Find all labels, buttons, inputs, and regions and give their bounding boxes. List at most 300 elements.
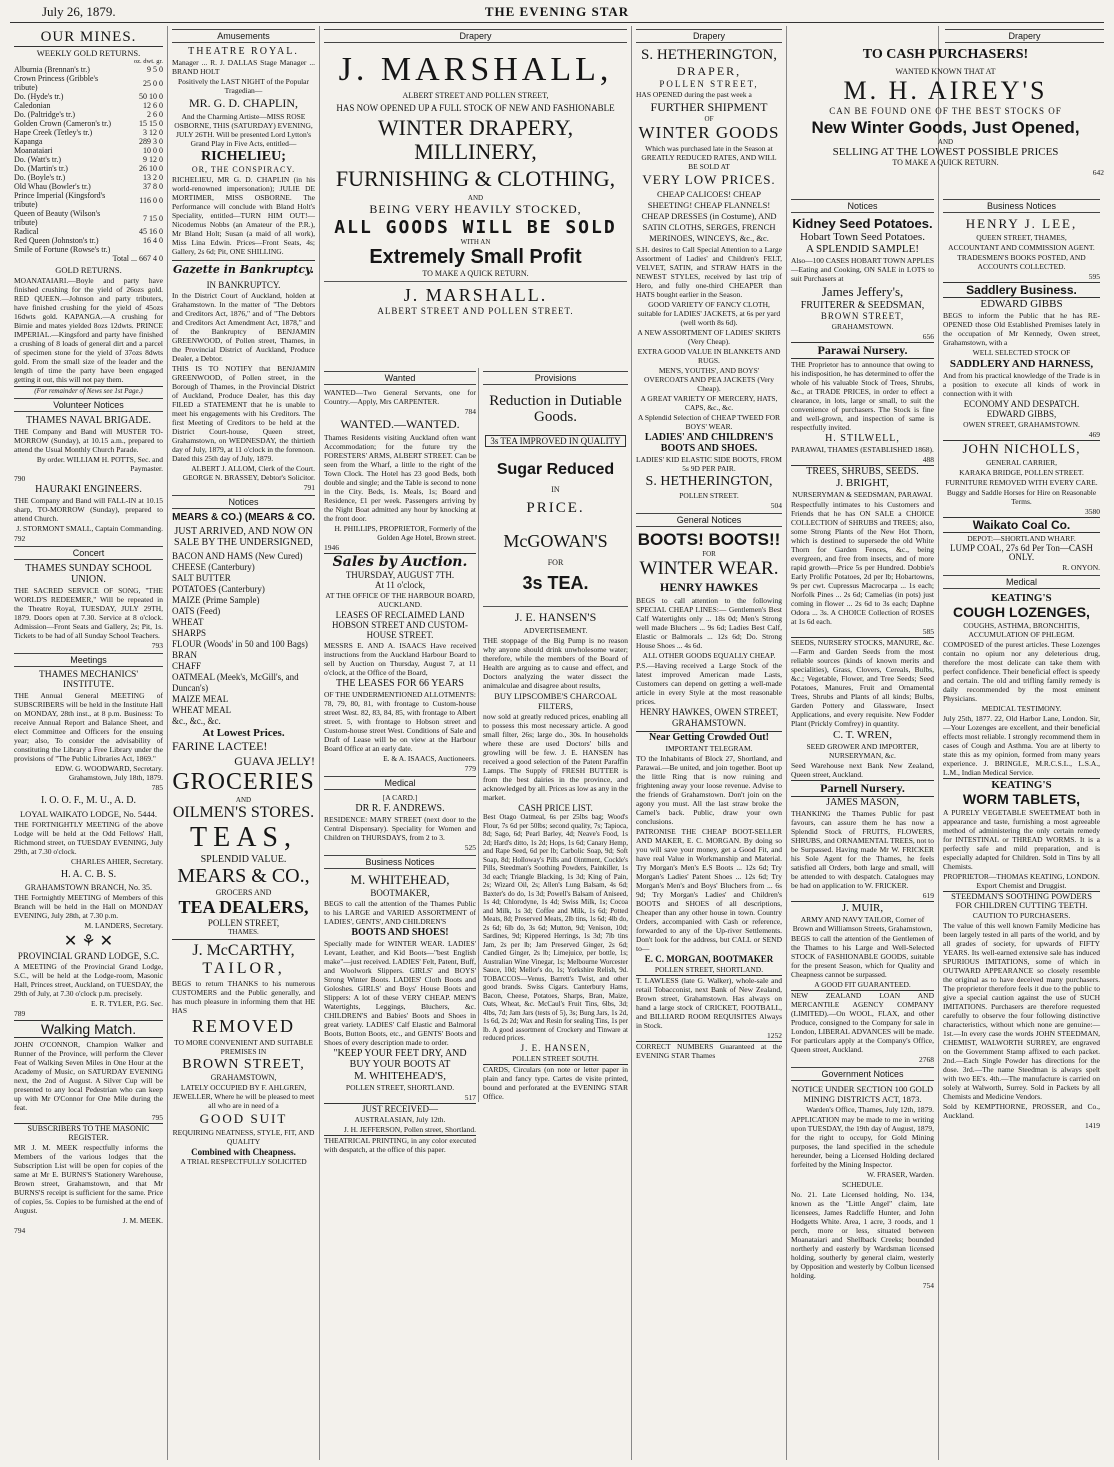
gibbs-address: OWEN STREET, GRAHAMSTOWN. bbox=[963, 420, 1080, 429]
boots-boots: BOOTS! BOOTS!! bbox=[637, 530, 781, 549]
apples-text: Also—100 CASES HOBART TOWN APPLES—Eating and Cooking, ON SALE in LOTS to suit Purchasers at bbox=[791, 256, 934, 283]
hauraki-num: 792 bbox=[14, 534, 26, 543]
heavily-stocked: BEING VERY HEAVILY STOCKED, bbox=[369, 202, 582, 216]
bankruptcy-title: IN BANKRUPTCY. bbox=[206, 280, 281, 290]
overcoats: MEN'S, YOUTHS', AND BOYS' OVERCOATS AND PEA JACKETS (Very Cheap). bbox=[643, 366, 774, 393]
grand-lodge-sign: E. R. TYLER, P.G. Sec. bbox=[91, 999, 163, 1008]
lump-coal: LUMP COAL, 27s 6d Per Ton—CASH ONLY. bbox=[950, 543, 1093, 562]
subscribers-sign: J. M. MEEK. bbox=[122, 1216, 163, 1225]
keep-feet-dry: "KEEP YOUR FEET DRY, AND BUY YOUR BOOTS AT bbox=[333, 1048, 467, 1070]
hansen-text-2: now sold at greatly reduced prices, enabling all to possess this most necessary article. A good small filter, 26s; large do., 30s. In households where these are used Doctors' bills and growling will be few. J. E. HANSEN has received a good selection of the Patent Paraffin Lamps. The Supply of FRESH BUTTER is from the best dairies in the province, and acknowledged by all. Prices as low as any in the market. bbox=[483, 712, 628, 802]
whitehead-heading: M. WHITEHEAD, bbox=[350, 872, 450, 887]
parnell-nursery: Parnell Nursery. bbox=[791, 780, 934, 797]
mine-row bbox=[14, 146, 163, 155]
wanted-servants: WANTED—Two General Servants, one for Country.—Apply, Mrs CARPENTER. bbox=[324, 388, 476, 406]
hetherington-street: POLLEN STREET, bbox=[659, 79, 759, 89]
mine-row bbox=[14, 182, 163, 191]
caution-heading: CAUTION TO PURCHASERS. bbox=[972, 911, 1071, 920]
cards-notice: CARDS, Circulars (on note or letter paper in plain and fancy type. Cartes de visite printed, bound and perforated at the EVENING STAR Office. bbox=[483, 1064, 628, 1101]
new-assortment: A NEW ASSORTMENT OF LADIES' SKIRTS (Very Cheap). bbox=[637, 328, 781, 346]
hetherington-text: HAS OPENED during the past week a bbox=[636, 90, 752, 99]
wren-sub: SEED GROWER AND IMPORTER, NURSERYMAN, &c. bbox=[806, 742, 919, 760]
isaacs-text-2: OF THE UNDERMENTIONED ALLOTMENTS: 78, 79, 80, 81, with frontage to Custom-house street West. 82, 83, 84, 85, with frontage to Albert street. 5, with frontage to Hobson street and Custom-house street West. Conditions of Sale and Draft of Lease will be on view at the Harbour Board Office at an early date. bbox=[324, 690, 476, 753]
mccarthy-text: BEGS to return THANKS to his numerous CUSTOMERS and the Public generally, and has much pleasure in informing them that HE HAS bbox=[172, 979, 315, 1015]
waikato-coal: Waikato Coal Co. bbox=[943, 517, 1100, 533]
leases-66: THE LEASES FOR 66 YEARS bbox=[336, 678, 464, 689]
mine-name: Radical bbox=[14, 227, 39, 236]
mccarthy-heading: J. McCARTHY, bbox=[172, 939, 315, 960]
further-shipment: FURTHER SHIPMENT bbox=[650, 100, 768, 114]
iof-title: I. O. O. F., M. U., A. D. bbox=[40, 795, 137, 806]
hawkes-heading: HENRY HAWKES bbox=[659, 580, 759, 594]
naval-brigade-title: THAMES NAVAL BRIGADE. bbox=[25, 415, 152, 426]
mine-row bbox=[14, 65, 163, 74]
winter-wear: WINTER WEAR. bbox=[639, 558, 779, 579]
medical-header-2: Medical bbox=[943, 575, 1100, 589]
mccarthy-text-2: TO MORE CONVENIENT AND SUITABLE PREMISES IN bbox=[174, 1038, 313, 1056]
weekly-total: Total ... 667 4 0 bbox=[112, 254, 163, 263]
cash-price-list-title: CASH PRICE LIST. bbox=[518, 803, 593, 813]
notices-header-2: Notices bbox=[791, 199, 934, 213]
subscribers-text: MR J. M. MEEK respectfully informs the Members of the various lodges that the Subscription List will be open for copies of the same at Mr E. BURNS'S Stationery Warehouse, Brown street, Grahamstown, and that Mr BURNS'S receipt is sufficient for the same. Price of copies, 5s. Copies to be furnished at the end of August. bbox=[14, 1143, 163, 1215]
morgan-heading: E. C. MORGAN, BOOTMAKER bbox=[644, 954, 774, 964]
walking-match-text: JOHN O'CONNOR, Champion Walker and Runner of the Province, will perform the Clever Feat of Walking Seven Miles in One Hour at the Academy of Music, on SATURDAY EVENING next, the 2nd of August. A Silver Cup will be presented to any local Pedestrian who can keep up with Mr O'Connor for One Mile during the feat. bbox=[14, 1040, 163, 1112]
gibbs-signature: EDWARD GIBBS, bbox=[986, 409, 1057, 419]
concert-text: THE SACRED SERVICE OF SONG, "THE WORLD'S REDEEMER," Will be repeated in the Theatre Royal, TUESDAY, JULY 29TH, 1879. Doors open at 7.30. Service at 8 o'clock. Admission—Front Seats and Gallery, 2s; Pit, 1s. Tickets to be had of all Sunday School Teachers. bbox=[14, 586, 163, 640]
mears-item: BRAN bbox=[172, 650, 198, 660]
trees-shrubs-seeds: TREES, SHRUBS, SEEDS. bbox=[791, 465, 934, 477]
mears-item: POTATOES (Canterbury) bbox=[172, 584, 265, 594]
concert-header: Concert bbox=[14, 546, 163, 560]
trial-solicited: A TRIAL RESPECTFULLY SOLICITED bbox=[180, 1157, 307, 1166]
medical-header: Medical bbox=[324, 776, 476, 790]
gazette-heading: Gazette in Bankruptcy. bbox=[172, 260, 315, 276]
schedule-title: SCHEDULE. bbox=[841, 1180, 884, 1189]
mears-item: OATMEAL (Meek's, McGill's, and Duncan's) bbox=[172, 672, 299, 693]
tea-improved: 3s TEA IMPROVED IN QUALITY bbox=[485, 435, 626, 447]
mears-intro: JUST ARRIVED, AND NOW ON SALE BY THE UNDERSIGNED, bbox=[174, 526, 313, 548]
airey-and: AND bbox=[937, 138, 954, 146]
removed-heading: REMOVED bbox=[192, 1016, 295, 1036]
telegram-title: IMPORTANT TELEGRAM. bbox=[665, 744, 753, 753]
reduction-dutiable: Reduction in Dutiable Goods. bbox=[489, 393, 622, 425]
grand-lodge-num: 789 bbox=[14, 1009, 26, 1018]
hacb-title: H. A. C. B. S. bbox=[60, 869, 117, 880]
mine-row bbox=[14, 236, 163, 245]
charcoal-filters: BUY LIPSCOMBE'S CHARCOAL FILTERS, bbox=[494, 691, 617, 711]
mine-name: Do. (Martin's tr.) bbox=[14, 164, 68, 173]
hauraki-title: HAURAKI ENGINEERS. bbox=[35, 484, 142, 495]
mine-yield: 12 6 0 bbox=[143, 101, 163, 110]
mears-co-heading: MEARS & CO., bbox=[177, 865, 310, 887]
iof-lodge: LOYAL WAIKATO LODGE, No. 5444. bbox=[19, 809, 157, 819]
mears-item: OATS (Feed) bbox=[172, 606, 221, 616]
blankets: EXTRA GOOD VALUE IN BLANKETS AND RUGS. bbox=[637, 347, 781, 365]
mine-row bbox=[14, 155, 163, 164]
whitehead-text-2: Specially made for WINTER WEAR. LADIES' Levant, Leather, and Kid Boots—"best English make"—just received. LADIES' Felt, Patent, Buff, and Woolwork Slippers. GIRLS' and BOYS' Strong Winter Boots. LADIES' Cloth Boots and Goloshes. GIRLS' and Boys' House Boots and Slippers: A lot of these VERY CHEAP. MEN'S Watertights, Leggings, Bluchers, &c. CHILDREN'S and Babies' Boots and Shoes in great variety. LADIES' Calf Elastic and Balmoral Boots, Button Boots, etc., and GENTS' Boots and Shoes of every description made to order. bbox=[324, 939, 476, 1047]
leases-title: LEASES OF RECLAIMED LAND HOBSON STREET AND CUSTOM-HOUSE STREET. bbox=[332, 610, 468, 640]
column-drapery-wide bbox=[320, 26, 632, 1460]
kid-boots: LADIES' KID ELASTIC SIDE BOOTS, FROM 5s 9D PER PAIR. bbox=[636, 455, 782, 473]
steedman-text: The value of this well known Family Medicine has been largely tested in all parts of the world, and by all grades of society, for upwards of FIFTY YEARS. Its well-earned extensive sale has induced SPURIOUS IMITATIONS, some of which in OUTWARD APPEARANCE so closely resemble the original as to have deceived many purchasers. The proprietor therefore feels it due to the public to give a special caution against the use of SUCH IMITATIONS. Purchasers are therefore requested carefully to observe the four following distinctive characteristics, without which none are genuine:— 1st.—In every case the words JOHN STEEDMAN, CHEMIST, WALWORTH SURREY, are engraved on the Government Stamp affixed to each packet. 2nd.—Each Single Powder has directions for the dose. 3rd.—The name Steedman is always spelt with two EE's. 4th.—The manufacture is carried on solely at Walworth, Surrey. Sold in Packets by all Chemists and Medicine Vendors. bbox=[943, 921, 1100, 1101]
mears-item: &c., &c., &c. bbox=[172, 716, 221, 726]
with-an: WITH AN bbox=[460, 238, 491, 246]
mason-name: JAMES MASON, bbox=[826, 797, 899, 808]
cough-list: COUGHS, ASTHMA, BRONCHITIS, ACCUMULATION OF PHLEGM. bbox=[963, 621, 1080, 639]
mine-row bbox=[14, 92, 163, 101]
mine-yield: 37 8 0 bbox=[143, 182, 163, 191]
hetherington-heading: S. HETHERINGTON, bbox=[641, 47, 777, 63]
mears-item: MAIZE MEAL bbox=[172, 694, 229, 704]
iof-sign: CHARLES AHIER, Secretary. bbox=[71, 857, 163, 866]
crowded-out: Near Getting Crowded Out! bbox=[636, 731, 782, 743]
gold-returns-title: GOLD RETURNS. bbox=[55, 265, 122, 275]
masthead bbox=[10, 2, 1104, 23]
hetherington-num: 504 bbox=[770, 501, 782, 510]
mine-name: Kapanga bbox=[14, 137, 43, 146]
gov-text: APPLICATION may be made to me in writing upon TUESDAY, the 19th day of August, 1879, for the right to occupy, for Gold Mining purposes, the land specified in the schedule hereunder, being a Licensed Holding declared forfeited by the Mining Inspector. bbox=[791, 1115, 934, 1169]
mine-name: Moanataiari bbox=[14, 146, 53, 155]
mears-item: SHARPS bbox=[172, 628, 207, 638]
steedman-sold: Sold by KEMPTHORNE, PROSSER, and Co., Auckland. bbox=[943, 1102, 1100, 1120]
actor-name: MR. G. D. CHAPLIN, bbox=[188, 96, 298, 110]
quick-return: TO MAKE A QUICK RETURN. bbox=[422, 269, 529, 278]
whitehead-address: POLLEN STREET, SHORTLAND. bbox=[345, 1083, 455, 1092]
marshall-text: HAS NOW OPENED UP A FULL STOCK OF NEW AND FASHIONABLE bbox=[336, 103, 615, 113]
hawkes-signature: HENRY HAWKES, OWEN STREET, GRAHAMSTOWN. bbox=[639, 707, 779, 728]
saddlery-business: Saddlery Business. bbox=[943, 282, 1100, 298]
sugar-in: IN bbox=[551, 485, 560, 494]
airey-heading: M. H. AIREY'S bbox=[843, 76, 1048, 105]
mine-row bbox=[14, 191, 163, 209]
mine-yield bbox=[123, 245, 163, 254]
foresters-arms-text: Thames Residents visiting Auckland often want Accommodation; for the future try the FORESTERS' ARMS, ALBERT STREET. Can be seen from the Wharf, a little to the right of the Town Clock. The Hotel has 23 good Beds, both double and single; and the Table is second to none in the City. Beds, 1s. Meals, 1s; Board and Residence, £1 per week. Passengers arriving by the Night Boat admitted any hour by knocking at the front door. bbox=[324, 433, 476, 523]
wren-text: SEEDS, NURSERY STOCKS, MANURE, &c.—Farm and Garden Seeds from the most reliable sources (kinds of known merits and specialities), Grass, Clovers, Cereals, Bulbs, &c.; Vegetable, Flower, and Tree Seeds; Seed Potatoes, Manures, Fruit and Ornamental Trees, Shrubs and Plants of all kinds; Bulbs, Garden Pottery and Glassware, Insect Applications, and every requisite. New Fodder Plant (Prickly Comfrey) in quantity. bbox=[791, 638, 934, 728]
gov-sign: W. FRASER, Warden. bbox=[866, 1170, 934, 1179]
nicholls-num: 3580 bbox=[1085, 507, 1100, 516]
onyon-sign: R. ONYON. bbox=[1062, 563, 1100, 572]
sales-place: AT THE OFFICE OF THE HARBOUR BOARD, AUCKLAND. bbox=[325, 591, 475, 609]
mechanics-text: THE Annual General MEETING of SUBSCRIBERS will be held in the Institute Hall on MONDAY, 28th inst., at 8 p.m. Business: To receive Annual Report and Balance Sheet, and elect Committee and Officers for the ensuing year; also, To consider the advisability of constituting the Library a Free Library under the provisions of "The Public Libraries Act, 1869." bbox=[14, 691, 163, 763]
bright-sub: NURSERYMAN & SEEDSMAN, PARAWAI. bbox=[792, 490, 933, 499]
mcgowans-for: FOR bbox=[547, 558, 564, 567]
ladies-boots: LADIES' AND CHILDREN'S BOOTS AND SHOES. bbox=[644, 432, 774, 454]
bankruptcy-notice: THIS IS TO NOTIFY that BENJAMIN GREENWOOD, of Pollen street, in the Borough of Thames, in the Provincial District of Auckland, Produce Dealer, has this day FILED a STATEMENT that he is unable to meet his engagements with his Creditors. The first Meeting of Creditors to be held at the District Court-house, Queen street, Grahamstown, on WEDNESDAY, the thirtieth day of July, 1879, at 11 o'clock in the forenoon. Dated this 25th day of July, 1879. bbox=[172, 364, 315, 463]
hauraki-sign: J. STORMONT SMALL, Captain Commanding. bbox=[16, 524, 163, 533]
mears-item: WHEAT MEAL bbox=[172, 705, 232, 715]
lee-street: QUEEN STREET, THAMES, bbox=[976, 233, 1067, 242]
hawkes-text-2: P.S.—Having received a Large Stock of the latest improved American made Lasts, Customers can depend on getting a well-made article in every Style at the most reasonable prices. bbox=[636, 661, 782, 706]
wanted-known: WANTED KNOWN THAT AT bbox=[895, 67, 996, 76]
lee-name: HENRY J. LEE, bbox=[965, 216, 1078, 231]
grand-lodge-text: A MEETING of the Provincial Grand Lodge, S.C., will be held at the Lodge-room, Masonic Hall, Princes street, Auckland, on TUESDAY, the 29th of July, at 7.30 o'clock p.m. precisely. bbox=[14, 962, 163, 998]
economy-despatch: ECONOMY AND DESPATCH. bbox=[963, 399, 1080, 409]
jeffery-town: GRAHAMSTOWN. bbox=[831, 322, 894, 331]
drapery-header: Drapery bbox=[324, 29, 627, 43]
mine-row bbox=[14, 128, 163, 137]
bankruptcy-sign: ALBERT J. ALLOM, Clerk of the Court. GEORGE N. BRASSEY, Debtor's Solicitor. bbox=[182, 464, 315, 482]
mechanics-num: 785 bbox=[151, 783, 163, 792]
theatrical-printing: THEATRICAL PRINTING, in any color executed with despatch, at the office of this paper. bbox=[324, 1136, 476, 1154]
iof-text: THE FORTNIGHTLY MEETING of the above Lodge will be held at the Odd Fellows' Hall, Richmond street, on TUESDAY EVENING, July 29th, at 7.30 o'clock. bbox=[14, 820, 163, 856]
hansen-text: THE stoppage of the Big Pump is no reason why anyone should drink unwholesome water; therefore, while the members of the Board of Health are arguing as to cause and effect, and Doctors analyzing the water dissect the animalculae and disagree about results, bbox=[483, 636, 628, 690]
lawless-num: 1252 bbox=[767, 1031, 782, 1040]
mine-yield: 16 4 0 bbox=[143, 236, 163, 245]
wren-address: Seed Warehouse next Bank New Zealand, Queen street, Auckland. bbox=[791, 761, 934, 779]
hansen-signature: J. E. HANSEN, bbox=[520, 1042, 591, 1053]
andrews-num: 525 bbox=[464, 843, 476, 852]
business-notices-header: Business Notices bbox=[324, 855, 476, 869]
brown-street-heading: BROWN STREET, bbox=[182, 1057, 305, 1072]
mine-row bbox=[14, 209, 163, 227]
nz-loan-text: NEW ZEALAND LOAN AND MERCANTILE AGENCY COMPANY (LIMITED).—On WOOL, FLAX, and other Produce, consigned to the Company for sale in London, LIBERAL ADVANCES will be made. For particulars apply at the Company's Office, Queen street, Auckland. bbox=[791, 991, 934, 1054]
buggy-horses: Buggy and Saddle Horses for Hire on Reasonable Terms. bbox=[946, 488, 1097, 506]
mine-name: Hape Creek (Tetley's tr.) bbox=[14, 128, 93, 137]
weekly-returns-title: WEEKLY GOLD RETURNS. bbox=[36, 48, 141, 58]
wanted-column bbox=[324, 368, 476, 1155]
jeffery-street: BROWN STREET, bbox=[820, 311, 905, 321]
worm-text: A PURELY VEGETABLE SWEETMEAT both in appearance and taste, furnishing a most agreeable method of administering the only certain remedy for INTESTINAL or THREAD WORMS. It is a perfectly safe and mild preparation, and is especially adapted for Children. Sold in Tins by all Chemists. bbox=[943, 808, 1100, 871]
hawkes-text: BEGS to call attention to the following SPECIAL CHEAP LINES:— Gentlemen's Best Calf Watertights only ... 18s 0d; Men's Strong well made Bluchers ... 9s 6d; Ladies Best Calf, Elastic or Balmorals ... 12s 6d; Do. Strong House Shoes ... 4s 6d. bbox=[636, 596, 782, 650]
gibbs-name: EDWARD GIBBS bbox=[980, 298, 1063, 310]
mine-name: Smile of Fortune (Rowse's tr.) bbox=[14, 245, 111, 254]
hansen-heading: J. E. HANSEN'S bbox=[514, 610, 597, 624]
australasian: AUSTRALASIAN, July 12th. bbox=[354, 1115, 446, 1124]
notices-header: Notices bbox=[172, 495, 315, 509]
hetherington-text-3: S.H. desires to Call Special Attention to a Large Assortment of Ladies' and Children's FELT, VELVET, SATIN, and STRAW HATS in the NEWEST STYLES, received by last trip of Hero, and fully one-third CHEAPER than HATS bought earlier in the Season. bbox=[636, 245, 782, 299]
groceries-heading: GROCERIES bbox=[172, 769, 315, 795]
best-stocks: CAN BE FOUND ONE OF THE BEST STOCKS OF bbox=[829, 106, 1062, 116]
mine-name: Red Queen (Johnston's tr.) bbox=[14, 236, 99, 245]
mine-yield: 13 2 0 bbox=[143, 173, 163, 182]
mason-num: 619 bbox=[922, 891, 934, 900]
mears-item: CHAFF bbox=[172, 661, 202, 671]
mine-yield: 45 16 0 bbox=[139, 227, 163, 236]
very-low-prices: VERY LOW PRICES. bbox=[642, 172, 776, 187]
whitehead-num: 517 bbox=[464, 1093, 476, 1102]
theatre-text-2: And the Charming Artiste—MISS ROSE OSBORNE, THIS (SATURDAY) EVENING, JULY 26TH. Will be presented Lord Lytton's Grand Play in Five Acts, entitled— bbox=[174, 112, 313, 148]
gibbs-text-2: And from his practical knowledge of the Trade is in a position to execute all kinds of work in connection with it with bbox=[943, 371, 1100, 398]
winter-goods-heading: WINTER GOODS bbox=[638, 123, 780, 142]
cough-text: COMPOSED of the purest articles. These Lozenges contain no opium nor any deleterious drug, therefore the most delicate can take them with perfect confidence. Their beneficial effect is speedy and certain. The old and trifling family remedy is daily recommended by the most eminent Physicians. bbox=[943, 640, 1100, 703]
column-business-medical bbox=[939, 26, 1104, 1460]
airey-num: 642 bbox=[1092, 168, 1104, 177]
mine-row bbox=[14, 110, 163, 119]
bright-name: J. BRIGHT, bbox=[836, 477, 889, 489]
worm-tablets: WORM TABLETS, bbox=[962, 791, 1081, 807]
mine-row bbox=[14, 173, 163, 182]
foresters-arms-sign: H. PHILLIPS, PROPRIETOR, Formerly of the Golden Age Hotel, Brown street. bbox=[334, 524, 476, 542]
marshall-address: ALBERT STREET AND POLLEN STREET, bbox=[402, 91, 549, 100]
sales-heading: Sales by Auction. bbox=[324, 553, 476, 570]
subscribers-title: SUBSCRIBERS TO THE MASONIC REGISTER. bbox=[14, 1123, 163, 1142]
marshall-address-2: ALBERT STREET AND POLLEN STREET. bbox=[377, 306, 574, 316]
mine-row bbox=[14, 137, 163, 146]
mine-yield: 10 0 0 bbox=[143, 146, 163, 155]
cheap-calicoes: CHEAP CALICOES! CHEAP SHEETING! CHEAP FLANNELS! CHEAP DRESSES (in Costume), AND SATIN CLOTHS, SERGES, FRENCH MERINOES, WINCEYS, &c., &c. bbox=[641, 189, 777, 243]
mears-item: FLOUR (Woods' in 50 and 100 Bags) bbox=[172, 639, 308, 649]
mines-heading: OUR MINES. bbox=[14, 29, 163, 47]
naval-brigade-text: THE Company and Band will MUSTER TO-MORROW (Sunday), at 10.15 a.m., prepared to attend the Usual Monthly Church Parade. bbox=[14, 427, 163, 454]
marshall-heading: J. MARSHALL, bbox=[338, 51, 613, 88]
whitehead-signature: M. WHITEHEAD'S, bbox=[354, 1070, 446, 1082]
furnishing-heading: FURNISHING & CLOTHING, bbox=[335, 166, 616, 191]
nicholls-name: JOHN NICHOLLS, bbox=[943, 440, 1100, 457]
wanted-servants-num: 784 bbox=[464, 407, 476, 416]
isaacs-sign: E. & A. ISAACS, Auctioneers. bbox=[383, 754, 476, 763]
hetherington-text-2: Which was purchased late in the Season at GREATLY REDUCED RATES, AND WILL BE SOLD AT bbox=[641, 144, 777, 171]
tea-dealers-heading: TEA DEALERS, bbox=[178, 897, 309, 917]
tweed: A Splendid Selection of CHEAP TWEED FOR BOYS' WEAR. bbox=[637, 413, 781, 431]
card-label: [A CARD.] bbox=[382, 793, 418, 802]
selling-lowest: SELLING AT THE LOWEST POSSIBLE PRICES bbox=[832, 146, 1059, 158]
mine-yield: 289 3 0 bbox=[139, 137, 163, 146]
mine-name: Caledonian bbox=[14, 101, 51, 110]
column-notices bbox=[787, 26, 939, 1460]
hetherington-address: POLLEN STREET. bbox=[679, 491, 739, 500]
good-suit-heading: GOOD SUIT bbox=[199, 1111, 288, 1126]
mine-row bbox=[14, 164, 163, 173]
tea-3s: 3s TEA. bbox=[522, 573, 589, 593]
lee-title: ACCOUNTANT AND COMMISSION AGENT. bbox=[948, 243, 1095, 252]
coal-depot: DEPOT:—SHORTLAND WHARF. bbox=[967, 534, 1076, 543]
nicholls-address: KARAKA BRIDGE, POLLEN STREET. bbox=[959, 468, 1084, 477]
amusements-header: Amusements bbox=[172, 29, 315, 43]
mine-row bbox=[14, 74, 163, 92]
muir-name: J. MUIR, bbox=[791, 901, 934, 914]
jefferson: J. H. JEFFERSON, Pollen street, Shortland. bbox=[343, 1125, 476, 1134]
groceries-and: AND bbox=[235, 796, 252, 804]
mears-item: CHEESE (Canterbury) bbox=[172, 562, 255, 572]
mine-yield: 116 0 0 bbox=[139, 195, 163, 205]
bootmaker-label: BOOTMAKER, bbox=[370, 888, 430, 898]
mine-row bbox=[14, 119, 163, 128]
airey-quick-return: TO MAKE A QUICK RETURN. bbox=[892, 158, 999, 167]
medical-testimony: MEDICAL TESTIMONY. bbox=[981, 704, 1062, 713]
mears-street: POLLEN STREET, bbox=[207, 918, 280, 928]
morgan-address: POLLEN STREET, SHORTLAND. bbox=[654, 965, 764, 974]
telegram-text: TO the Inhabitants of Block 27, Shortland, and Parawai.—Be united, and join together. Boot up the little Ring that is now ruining and frightening away your loose revenue. Advise to the friends of Grahamstown. Don't join on the agony you must. All the last straw broke the Camel's back. Public, draw your own conclusions. bbox=[636, 754, 782, 826]
keatings-label-2: KEATING'S bbox=[943, 778, 1100, 791]
mears-prices: At Lowest Prices. bbox=[202, 727, 285, 739]
bright-text: Respectfully intimates to his Customers and Friends that he has ON SALE a CHOICE COLLECTION of SHRUBS and TREES; also, some Strong Plants of the New Hot Thorn, which is destined to supersede the old White Thorn for Garden Fences, &c., being evergreen, and free from insects, and of more rapid growth—Price 5s per Hundred. Dobbie's Early Prolific Potatoes, 2d per lb; Hobartowns, 9s per cwt. Cupressus Macrocarpa ... 1s each; Norfolk Pines ... 2s 6d; Camelias (in pots) just coming in flower ... 2s 6d to 3s each; Daphne Odora ... 3s. A CHOICE Collection of ROSES at 1s 6d each. bbox=[791, 500, 934, 626]
farine-lactee: FARINE LACTEE! bbox=[172, 739, 268, 753]
column-mines-notices bbox=[10, 26, 168, 1460]
shipment-of: OF bbox=[704, 115, 714, 123]
subscribers-num: 794 bbox=[14, 1226, 26, 1235]
stilwell-num: 488 bbox=[922, 455, 934, 464]
steedman-num: 1419 bbox=[1085, 1121, 1100, 1130]
mine-row bbox=[14, 101, 163, 110]
sugar-price: PRICE. bbox=[526, 500, 585, 516]
mears-items-list bbox=[172, 551, 315, 727]
mine-name: Do. (Paltridge's tr.) bbox=[14, 110, 75, 119]
schedule-text: No. 21. Late Licensed holding, No. 134, known as the "Little Angel" claim, late licensees, James Radcliffe Hunter, and John Hodgetts White. Area, 1 acre, 3 roods, and 1 perch, more or less, situated between Moanataiari and Shellback Creeks; bounded northerly and easterly by Wardsman licensed holding, southerly by general claim, westerly by Opposition and westerly by Colbun licensed holding. bbox=[791, 1190, 934, 1280]
provisions-column bbox=[478, 368, 628, 1102]
grand-lodge-title: PROVINCIAL GRAND LODGE, S.C. bbox=[17, 951, 160, 961]
gibbs-num: 469 bbox=[1088, 430, 1100, 439]
mine-name: Do. (Hyde's tr.) bbox=[14, 92, 64, 101]
keating-proprietor: PROPRIETOR—THOMAS KEATING, LONDON. Export Chemist and Druggist. bbox=[943, 872, 1100, 890]
grocers-label: GROCERS AND bbox=[215, 888, 272, 897]
mears-item: WHEAT bbox=[172, 617, 204, 627]
newspaper-title: THE EVENING STAR bbox=[484, 4, 630, 19]
nz-loan-num: 2768 bbox=[919, 1055, 934, 1064]
wanted-header: Wanted bbox=[324, 371, 476, 385]
mine-row bbox=[14, 245, 163, 254]
hansen-adv: ADVERTISEMENT. bbox=[523, 626, 588, 635]
correct-numbers: CORRECT NUMBERS Guaranteed at the EVENING STAR Thames bbox=[636, 1042, 782, 1060]
good-fit: A GOOD FIT GUARANTEED. bbox=[814, 980, 911, 989]
mine-yield: 7 15 0 bbox=[143, 213, 163, 223]
naval-brigade-num: 790 bbox=[14, 474, 26, 483]
muir-sub: ARMY AND NAVY TAILOR, Corner of Brown and Williamson Streets, Grahamstown, bbox=[792, 915, 933, 933]
jeffery-heading: James Jeffery's, bbox=[821, 284, 904, 299]
gov-office: Warden's Office, Thames, July 12th, 1879. bbox=[806, 1105, 934, 1114]
furniture-removed: FURNITURE REMOVED WITH EVERY CARE. bbox=[945, 478, 1098, 487]
gibbs-text: BEGS to inform the Public that he has RE-OPENED those Old Established Premises lately in the occupation of Mr Kennedy, Owen street, Grahamstown, with a bbox=[943, 311, 1100, 347]
steedman-heading: STEEDMAN'S SOOTHING POWDERS FOR CHILDREN CUTTING TEETH. bbox=[943, 891, 1100, 910]
walking-match-num: 795 bbox=[151, 1113, 163, 1122]
cough-lozenges: COUGH LOZENGES, bbox=[953, 604, 1090, 620]
isaacs-text: MESSRS E. AND A. ISAACS Have received instructions from the Auckland Harbour Board to sell by Auction on Thursday, August 7, at 11 o'clock, at the Office of the Board, bbox=[324, 641, 476, 677]
splendid-sample: A SPLENDID SAMPLE! bbox=[805, 243, 920, 255]
mine-name: Queen of Beauty (Wilson's tribute) bbox=[14, 209, 101, 227]
issue-date: July 26, 1879. bbox=[42, 4, 116, 19]
concert-title: THAMES SUNDAY SCHOOL UNION. bbox=[25, 563, 152, 585]
mine-name: Prince Imperial (Kingsford's tribute) bbox=[14, 191, 106, 209]
testimony-text: July 25th, 1877. 22, Old Harbor Lane, London. Sir,—Your Lozenges are excellent, and their beneficial effects most reliable. I strongly recommend them in cases of Cough and Asthma. You are at liberty to state this as my opinion, formed from many years experience. J. BRINGLE, M.R.C.S.L., L.S.A., L.M., Indian Medical Service. bbox=[943, 714, 1100, 777]
parawai-nursery: Parawai Nursery. bbox=[791, 342, 934, 359]
schedule-num: 754 bbox=[922, 1281, 934, 1290]
mears-tag: MEARS & CO.) (MEARS & CO. bbox=[172, 512, 315, 523]
volunteer-notices-header: Volunteer Notices bbox=[14, 398, 163, 412]
mears-item: BACON AND HAMS (New Cured) bbox=[172, 551, 303, 561]
wanted-title: WANTED.—WANTED. bbox=[340, 417, 460, 431]
boots-for: FOR bbox=[702, 550, 716, 558]
hobart-potatoes: Hobart Town Seed Potatoes. bbox=[800, 231, 925, 243]
mine-name: Golden Crown (Cameron's tr.) bbox=[14, 119, 111, 128]
walking-match-header: Walking Match. bbox=[14, 1020, 163, 1038]
concert-num: 793 bbox=[151, 641, 163, 650]
saddlery-harness: SADDLERY AND HARNESS, bbox=[949, 358, 1094, 370]
lee-text: TRADESMEN'S BOOKS POSTED, AND ACCOUNTS COLLECTED. bbox=[957, 253, 1086, 271]
mine-yield: 9 12 0 bbox=[143, 155, 163, 164]
lee-num: 595 bbox=[1088, 272, 1100, 281]
theatre-managers: Manager ... R. J. DALLAS Stage Manager ... BRAND HOLT bbox=[172, 58, 315, 76]
hansen-address: POLLEN STREET SOUTH. bbox=[512, 1053, 599, 1063]
sugar-reduced: Sugar Reduced bbox=[496, 461, 615, 478]
sales-time: At 11 o'clock, bbox=[374, 580, 426, 590]
sales-date: THURSDAY, AUGUST 7TH. bbox=[345, 570, 455, 580]
remainder-note: (For remainder of News see 1st Page.) bbox=[14, 386, 163, 395]
hetherington-signature: S. HETHERINGTON, bbox=[645, 474, 773, 489]
mine-yield: 26 10 0 bbox=[139, 164, 163, 173]
parawai-text: THE Proprietor has to announce that owing to his indisposition, he has determined to offer the whole of his valuable Stock of Trees, Shrubs, &c., at TRADE PRICES, in order to effect a clearance, in lots, large or small, to suit the convenience of purchasers. The Stock is fine and well-grown, and inspection of same is respectfully invited. bbox=[791, 360, 934, 432]
winter-drapery-heading: WINTER DRAPERY, MILLINERY, bbox=[377, 115, 574, 164]
all-goods-sold: ALL GOODS WILL BE SOLD bbox=[334, 217, 617, 238]
mine-yield: 15 15 0 bbox=[139, 119, 163, 128]
cash-price-list: Best Otago Oatmeal, 6s per 25lbs bag; Wood's Flour, 7s 6d per 50lbs; second quality, 7s; Tapioca, 8d; Sago, 6d; Pearl Barley, 4d; Neave's Food, 1s 2d; Hard's ditto, 1s 2d; Hops, 1s 6d; Canary Hemp, and Rape Seed, 6d per lb; Carbolic Soap, 9d; Soft Soap, 8d; Holloway's Pills and Ointment, Cockle's Pills, Steedman's Soothing Powders, Painkiller, 1s 3d each; Triangle Blacking, 1s 3d; King of Pain, 2s; Wizard Oil, 2s; Allen's Lung Balsam, 4s 6d; Baxter's do do, 1s 3d; Powell's Balsam of Aniseed, 1s 4d; Chlorodyne, 1s 4d; Swiss Milk, 1s; Cocoa and Milk, 1s 3d; Coffee and Milk, 1s 6d; Potted Meats, 8d; Preserved Meats, 2lb tins, 1s 6d; 4lb do, 2s 6d; 6lb do, 3s 6d; Mutton, 9d; Venison, 10d; Sardines, 9d; Kippered Herrings, 1s 3d; 7lb tins Jam, 2s per lb; Jam Preserved Ginger, 2s 6d; Candied Ginger, 2s lb; Limejuice, per bottle, 1s; Australian Wine Vinegar, 1s; Melbourne Worcester Sauce, 10d; Mellor's do, 1s; Yorkshire Relish, 9d. TOBACCOS—Venus, Barrett's Twist, and other good brands. Swiss Cigars. Canterbury Hams, Bacon, Cheese, Potatoes, Sharps, Bran, Maize, Oats, Wheat, &c. McCaul's Fruit Tins, 6lbs, 3d; 4lbs, 7d; Jam Jars (tests of 5), 3s; Bung Jars, 1s 2d, 1s 6d, 2s 2d; Wax and Resin for sealing Tins, 1s per lb. A good assortment of Crockery and Tinware at reduced prices. bbox=[483, 813, 628, 1042]
hauraki-text: THE Company and Band will FALL-IN at 10.15 sharp, TO-MORROW (Sunday), prepared to attend Church. bbox=[14, 496, 163, 523]
boots-and-shoes: BOOTS AND SHOES! bbox=[351, 927, 449, 938]
play-subtitle: OR, THE CONSPIRACY. bbox=[191, 165, 296, 174]
drapery-header-2: Drapery bbox=[636, 29, 782, 43]
gov-title: NOTICE UNDER SECTION 100 GOLD MINING DISTRICTS ACT, 1873. bbox=[791, 1084, 934, 1104]
andrews-text: RESIDENCE: MARY STREET (next door to the Central Dispensary). Speciality for Women and Children on THURSDAYS, from 2 to 3. bbox=[324, 815, 476, 842]
stilwell-name: H. STILWELL, bbox=[825, 433, 900, 444]
bankruptcy-num: 791 bbox=[303, 483, 315, 492]
